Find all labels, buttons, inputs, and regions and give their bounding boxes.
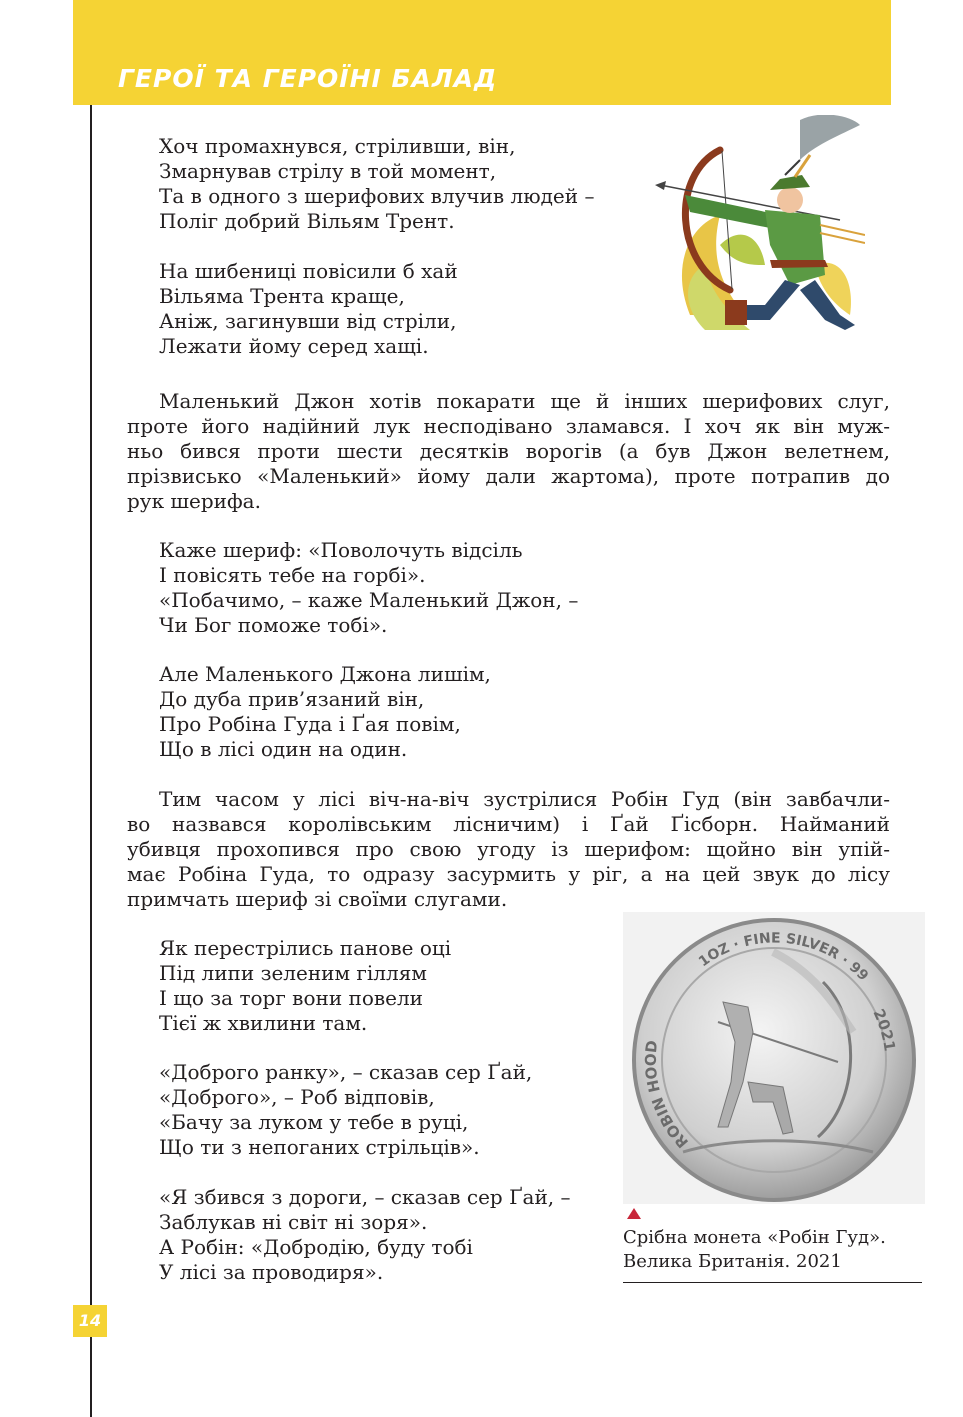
poem-line: Чи Бог поможе тобі». — [159, 613, 388, 637]
margin-rule — [90, 105, 92, 1417]
prose-line: примчать шериф зі своїми слугами. — [127, 887, 508, 911]
poem-line: Що ти з непоганих стрільців». — [159, 1135, 480, 1159]
coin-caption — [623, 1226, 923, 1274]
poem-stanza — [159, 259, 458, 359]
caption-divider — [623, 1282, 922, 1283]
section-title: ГЕРОЇ ТА ГЕРОЇНІ БАЛАД — [118, 64, 498, 93]
poem-line: До дуба прив’язаний він, — [159, 687, 425, 711]
poem-line: Що в лісі один на один. — [159, 737, 408, 761]
poem-stanza — [159, 538, 578, 638]
poem-line: Поліг добрий Вільям Трент. — [159, 209, 455, 233]
poem-line: «Я збився з дороги, – сказав сер Ґай, – — [159, 1185, 571, 1209]
poem-line: І що за торг вони повели — [159, 986, 424, 1010]
prose-paragraph — [127, 389, 890, 514]
poem-line: «Доброго ранку», – сказав сер Ґай, — [159, 1060, 533, 1084]
prose-paragraph — [127, 787, 890, 912]
page-number-badge — [73, 1305, 107, 1337]
prose-line: має Робіна Гуда, то одразу засурмить у ріг, а на цей звук до лісу — [127, 862, 890, 886]
prose-line: прізвисько «Маленький» йому дали жартома), проте потрапив до — [127, 464, 890, 488]
prose-line: убивця прохопився про свою угоду із шерифом: щойно він упій- — [127, 837, 890, 861]
poem-line: Вільяма Трента краще, — [159, 284, 405, 308]
poem-line: Тієї ж хвилини там. — [159, 1011, 368, 1035]
prose-line: Маленький Джон хотів покарати ще й інших шерифових слуг, — [159, 389, 890, 413]
prose-line: проте його надійний лук несподівано зламався. І хоч як він муж- — [127, 414, 890, 438]
coin-photo — [623, 912, 925, 1204]
prose-line: Тим часом у лісі віч-на-віч зустрілися Робін Гуд (він завбачли- — [159, 787, 890, 811]
coin-inscription-left: ROBIN HOOD — [641, 1039, 692, 1152]
poem-line: Про Робіна Гуда і Ґая повім, — [159, 712, 461, 736]
poem-stanza — [159, 1185, 570, 1285]
poem-line: «Побачимо, – каже Маленький Джон, – — [159, 588, 579, 612]
coin-inscription-top: 1OZ · FINE SILVER · 99 — [695, 930, 872, 985]
prose-line: во назвався королівським лісничим) і Ґай Ґісборн. Найманий — [127, 812, 890, 836]
poem-line: Каже шериф: «Поволочуть відсіль — [159, 538, 523, 562]
poem-line: Під липи зеленим гіллям — [159, 961, 427, 985]
prose-line: ньо бився проти шести десятків ворогів (а був Джон велетнем, — [127, 439, 890, 463]
coin-inscription-right: 2021 — [869, 1006, 899, 1053]
poem-line: На шибениці повісили б хай — [159, 259, 458, 283]
poem-line: Змарнував стрілу в той момент, — [159, 159, 497, 183]
archer-illustration — [650, 115, 865, 345]
poem-line: Лежати йому серед хащі. — [159, 334, 429, 358]
poem-line: Але Маленького Джона лишім, — [159, 662, 491, 686]
prose-line: рук шерифа. — [127, 489, 261, 513]
caption-marker-icon — [627, 1208, 641, 1219]
poem-stanza — [159, 936, 451, 1036]
poem-line: У лісі за проводиря». — [159, 1260, 384, 1284]
page-number: 14 — [78, 1311, 102, 1330]
poem-line: Хоч промахнувся, стріливши, він, — [159, 134, 516, 158]
poem-line: Заблукав ні світ ні зоря». — [159, 1210, 428, 1234]
poem-line: Та в одного з шерифових влучив людей – — [159, 184, 595, 208]
poem-line: І повісять тебе на горбі». — [159, 563, 426, 587]
poem-stanza — [159, 134, 594, 234]
caption-line: Велика Британія. 2021 — [623, 1251, 842, 1272]
poem-line: Аніж, загинувши від стріли, — [159, 309, 457, 333]
poem-line: «Доброго», – Роб відповів, — [159, 1085, 435, 1109]
poem-line: «Бачу за луком у тебе в руці, — [159, 1110, 469, 1134]
caption-line: Срібна монета «Робін Гуд». — [623, 1227, 886, 1248]
poem-line: А Робін: «Добродію, буду тобі — [159, 1235, 473, 1259]
poem-stanza — [159, 662, 491, 762]
poem-line: Як перестрілись панове оці — [159, 936, 452, 960]
poem-stanza — [159, 1060, 532, 1160]
